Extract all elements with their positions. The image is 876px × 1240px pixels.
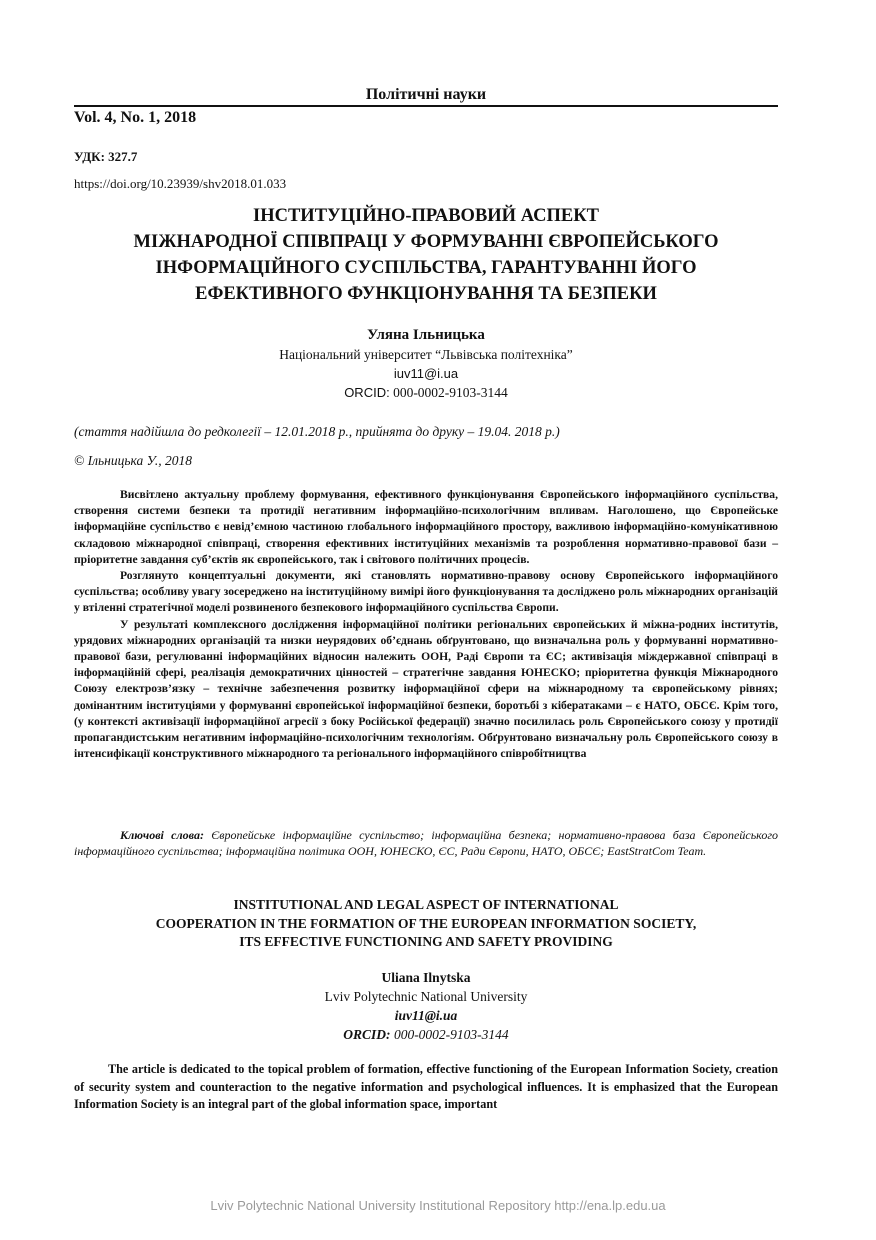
author-email-en[interactable]: iuv11@i.ua — [394, 1008, 458, 1023]
received-dates: (стаття надійшла до редколегії – 12.01.2018 р., прийнята до друку – 19.04. 2018 р.) — [74, 424, 560, 439]
title-uk-line: ІНФОРМАЦІЙНОГО СУСПІЛЬСТВА, ГАРАНТУВАННІ ЙОГО — [155, 258, 697, 278]
abstract-en — [74, 1061, 778, 1114]
copyright-notice: © Ільницька У., 2018 — [74, 453, 192, 468]
keywords-uk — [74, 827, 778, 859]
volume-label: Vol. 4, No. 1, 2018 — [74, 109, 197, 126]
orcid-en — [74, 1025, 778, 1044]
affiliation-uk: Національний університет “Львівська політехніка” — [279, 347, 573, 362]
author-name-en: Uliana Ilnytska — [381, 970, 471, 985]
abstract-en-paragraph: The article is dedicated to the topical problem of formation, effective functioning of the European Information Society, creation of security system and counteraction to the negative information and psychological influences. It is emphasized that the European Information Society is an integral part of the global information space, important — [74, 1062, 778, 1111]
abstract-uk-paragraph: Розглянуто концептуальні документи, які становлять нормативно-правову основу Європейського інформаційного суспільства; особливу увагу зосереджено на інституційному вимірі його функціонування та досліджено роль міжнародних організацій у втіленні стратегічної моделі розвиненого безпекового інформаційного суспільства Європи. — [74, 569, 778, 615]
title-uk-line: ІНСТИТУЦІЙНО-ПРАВОВИЙ АСПЕКТ — [253, 206, 599, 226]
author-email-uk[interactable]: iuv11@i.ua — [393, 366, 459, 381]
journal-section-header: Політичні науки — [365, 86, 487, 103]
keywords-label-uk: Ключові слова: — [120, 828, 204, 842]
title-uk-line: МІЖНАРОДНОЇ СПІВПРАЦІ У ФОРМУВАННІ ЄВРОПЕЙСЬКОГО — [133, 232, 719, 252]
title-en-line: INSTITUTIONAL AND LEGAL ASPECT OF INTERNATIONAL — [233, 897, 619, 912]
author-name-uk: Уляна Ільницька — [367, 327, 485, 343]
orcid-label-uk: ORCID: — [344, 385, 390, 400]
title-en-line: ITS EFFECTIVE FUNCTIONING AND SAFETY PROVIDING — [239, 934, 613, 949]
orcid-uk — [74, 383, 778, 402]
keywords-text-uk: Європейське інформаційне суспільство; інформаційна безпека; нормативно-правова база Європейського інформаційного суспільства; інформаційна політика ООН, ЮНЕСКО, ЄС, Ради Європи, НАТО, ОБСЄ; EastStratCom Team. — [74, 828, 778, 859]
orcid-label-en: ORCID: — [343, 1027, 391, 1042]
article-title-uk — [74, 203, 778, 307]
header-divider — [74, 105, 778, 107]
abstract-uk-paragraph: Висвітлено актуальну проблему формування, ефективного функціонування Європейського інформаційного суспільства, створення системи безпеки та протидії негативним інформаційно-психологічним впливам. Наголошено, що Європейське інформаційне суспільство є невід’ємною частиною глобального інформаційного простору, важливою інформаційно-комунікативною складовою міжнародної співпраці, створення ефективних інституційних механізмів та розроблення нормативно-правової бази – пріоритетне завдання суб’єктів як європейського, так і світового політичних процесів. — [74, 488, 778, 566]
udk-code: УДК: 327.7 — [74, 149, 138, 164]
doi-link[interactable]: https://doi.org/10.23939/shv2018.01.033 — [74, 176, 287, 191]
article-title-en — [74, 896, 778, 952]
author-block-en — [74, 968, 778, 1044]
orcid-value-uk: 000-0002-9103-3144 — [389, 385, 508, 400]
title-uk-line: ЕФЕКТИВНОГО ФУНКЦІОНУВАННЯ ТА БЕЗПЕКИ — [195, 284, 657, 304]
affiliation-en: Lviv Polytechnic National University — [324, 989, 528, 1004]
author-block-uk — [74, 326, 778, 402]
orcid-value-en: 000-0002-9103-3144 — [390, 1027, 509, 1042]
repository-footer: Lviv Polytechnic National University Institutional Repository http://ena.lp.edu.ua — [210, 1198, 666, 1213]
abstract-uk — [74, 487, 778, 762]
title-en-line: COOPERATION IN THE FORMATION OF THE EUROPEAN INFORMATION SOCIETY, — [155, 915, 697, 931]
abstract-uk-paragraph: У результаті комплексного дослідження інформаційної політики регіональних європейських й міжна-родних інститутів, урядових міжнародних організацій та низки неурядових об’єднань обґрунтовано, що визначальна роль у формуванні нормативно-правової бази, регулюванні інформаційних відносин належить ООН, Раді Європи та ЄС; активізація міждержавної співпраці в інформаційній сфері, реалізація демократичних цінностей – стратегічне завдання ЮНЕСКО; пріоритетна функція Міжнародного Союзу електрозв’язку – технічне забезпечення розвитку інформаційної сфери на міжнародному та європейському рівнях; домінантним інституціями у формуванні європейської інформаційної безпеки, боротьбі з кібератаками – є НАТО, ОБСЄ. Крім того, (у контексті активізації інформаційної агресії з боку Російської федерації) значно посилилась роль Європейського союзу у протидії пропагандистським негативним інформаційно-психологічним технологіям. Обґрунтовано визначальну роль Європейського союзу в інтенсифікації конструктивного міжнародного та регіонального інформаційного співробітництва — [74, 617, 778, 761]
